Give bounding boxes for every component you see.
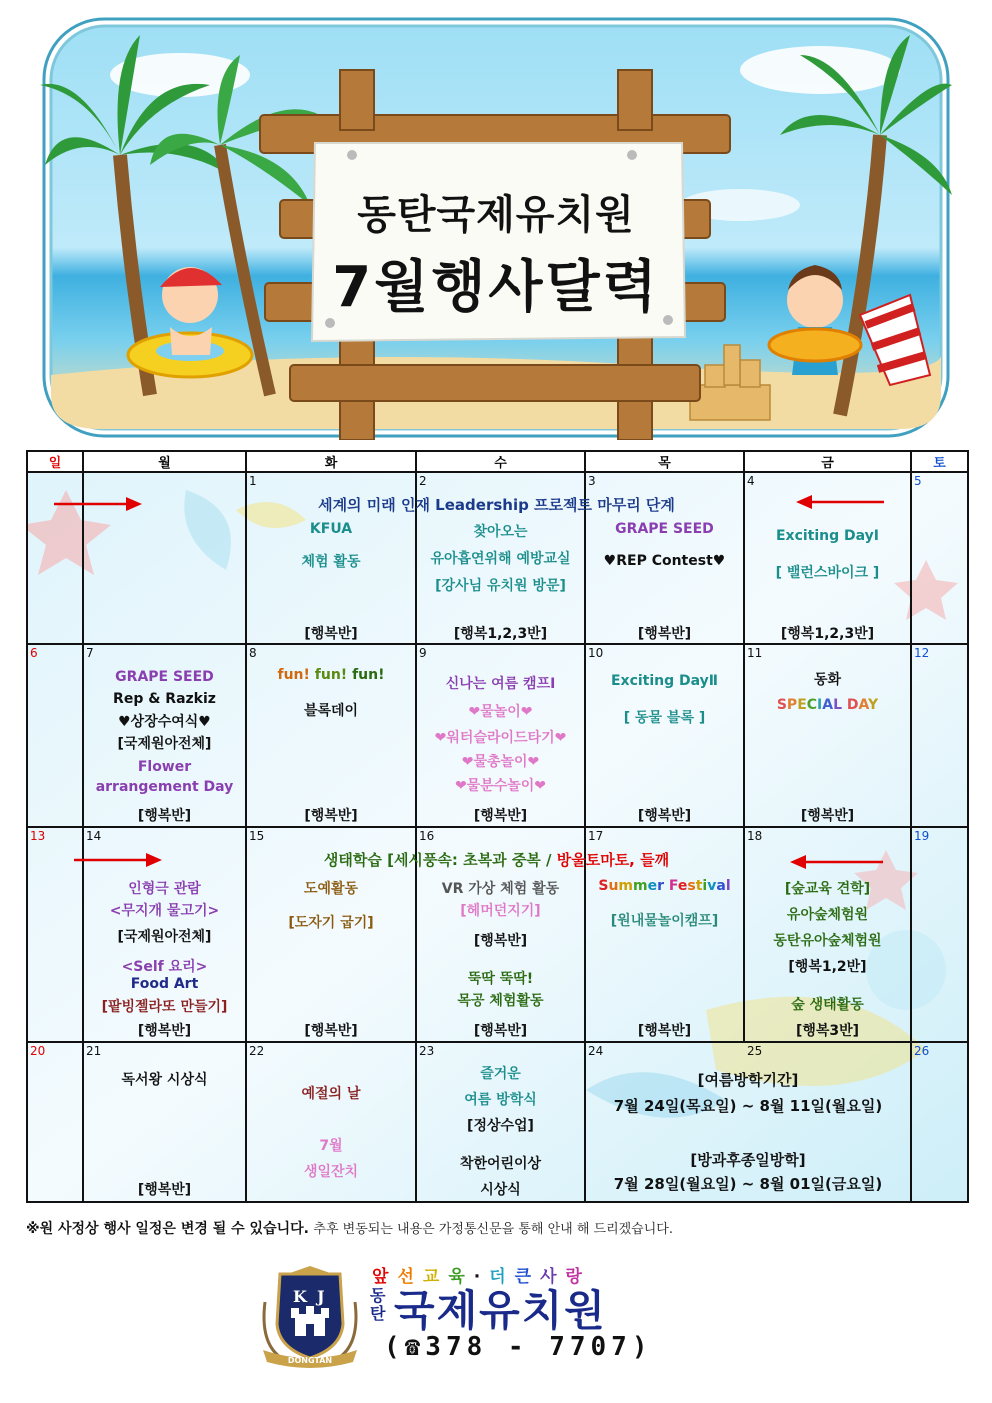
event-text: [ 동물 블록 ] [623,710,706,726]
week1-project-banner: 세계의 미래 인재 Leadership 프로젝트 마무리 단계 [318,496,675,514]
school-name: 국제유치원 [394,1286,607,1335]
event-text: ❤물분수놀이❤ [454,778,547,794]
event-text: [국제원아전체] [117,736,212,752]
day-number: 25 [747,1044,763,1058]
day-number: 23 [419,1044,435,1058]
event-class: [행복반] [473,1023,528,1039]
event-class: [행복반] [800,808,855,824]
school-phone: (☎378 - 7707) [384,1332,653,1362]
event-text: [원내물놀이캠프] [610,913,719,929]
weekday-sat: 토 [911,451,968,472]
event-class: [행복반] [473,933,528,949]
slogan-char: 더 [489,1267,515,1287]
day-number: 19 [914,829,930,843]
event-text: 뚝딱 뚝딱! [467,971,534,987]
event-text: 7월 [319,1138,343,1154]
event-text: Exciting DayⅡ [610,673,719,689]
event-text: GRAPE SEED [115,669,214,685]
day-number: 22 [249,1044,265,1058]
day-cell [911,1042,968,1202]
event-text: 찾아오는 [473,524,528,540]
event-text: 착한어린이상 [459,1156,542,1172]
event-text: [여름방학기간] [697,1071,799,1089]
weekday-header [27,451,968,472]
weekday-tue: 화 [246,451,416,472]
cloud-icon [740,46,900,94]
banner-title-line2: 7월행사달력 [332,255,660,320]
day-cell [246,1042,416,1202]
arrow-left-icon [794,492,884,512]
day-number: 24 [588,1044,604,1058]
day-number: 10 [588,646,604,660]
day-number: 6 [30,646,38,660]
weekday-fri: 금 [744,451,911,472]
day-cell [911,644,968,827]
event-banner [40,15,952,440]
day-number: 5 [914,474,922,488]
event-text: 신나는 여름 캠프Ⅰ [445,676,556,692]
event-text: ♥상장수여식♥ [118,714,211,730]
event-class: [행복반] [137,808,192,824]
day-cell [416,644,585,827]
event-text: [팥빙젤라또 만들기] [101,999,228,1015]
schedule-notice: ※원 사정상 행사 일정은 변경 될 수 있습니다. 추후 변동되는 내용은 가정통신문을 통해 안내 해 드리겠습니다. [26,1221,673,1237]
event-text: [강사님 유치원 방문] [435,578,566,594]
school-crest-logo [255,1262,365,1370]
banner-title-line1: 동탄국제유치원 [357,192,635,238]
slogan-char: 랑 [565,1267,591,1287]
day-number: 11 [747,646,763,660]
school-name-prefix: 동 탄 [370,1286,386,1323]
event-text: 독서왕 시상식 [121,1072,208,1088]
event-text: GRAPE SEED [615,521,714,537]
event-text: [ 밸런스바이크 ] [775,565,880,581]
event-text: 즐거운 [480,1066,521,1082]
event-class: [행복반] [304,626,358,642]
slogan-char: 교 [422,1267,449,1287]
calendar-week [27,644,968,827]
calendar-week [27,1042,968,1202]
day-cell [744,644,911,827]
day-cell [27,644,83,827]
event-text: 체험 활동 [301,554,361,570]
event-text: VR 가상 체험 활동 [441,881,560,897]
day-cell [246,644,416,827]
event-class: [행복반] [304,1023,358,1039]
event-text: [헤머던지기] [460,903,541,919]
event-text: 생일잔치 [303,1164,359,1180]
event-text: 유아흡연위해 예방교실 [430,551,571,567]
svg-text:K: K [293,1287,307,1306]
event-class: [행복반] [137,1023,192,1039]
svg-text:J: J [317,1287,325,1306]
calendar-grid [26,450,969,1203]
day-number: 26 [914,1044,930,1058]
slogan-char: 선 [397,1267,423,1287]
event-text: 7월 24일(목요일) ~ 8월 11일(월요일) [613,1097,883,1115]
day-number: 2 [419,474,427,488]
weekday-sun: 일 [27,451,83,472]
event-text: 동화 [813,672,842,688]
event-text: KFUA [309,521,353,537]
event-class: [행복반] [304,808,358,824]
day-number: 18 [747,829,763,843]
slogan-char: 큰 [514,1267,541,1287]
vacation-cell [585,1042,911,1202]
day-number: 21 [86,1044,102,1058]
day-number: 16 [419,829,435,843]
event-text: 동탄유아숲체험원 [773,933,882,949]
event-text: arrangement Day [95,779,234,795]
arrow-left-icon [788,852,883,872]
event-text: SPECIAL DAY [776,697,879,713]
event-text: 예절의 날 [301,1086,361,1102]
day-number: 3 [588,474,596,488]
event-text: Flower [137,759,192,775]
event-text: 목공 체험활동 [457,993,544,1009]
arrow-right-icon [54,494,144,514]
event-text: 숲 생태활동 [791,997,864,1013]
slogan-char: 사 [540,1267,566,1287]
slogan-char: 육 [448,1267,474,1287]
day-number: 14 [86,829,102,843]
event-text: 블록데이 [303,703,359,719]
day-number: 12 [914,646,930,660]
weekday-mon: 월 [83,451,246,472]
event-text: [도자기 굽기] [288,915,374,931]
event-class: [행복반] [637,808,692,824]
event-text: Summer Festival [598,878,731,894]
event-text: ❤물총놀이❤ [461,754,540,770]
day-cell [27,1042,83,1202]
event-text: Rep & Razkiz [113,691,216,707]
event-class: [행복반] [637,1023,692,1039]
event-text: Food Art [130,976,199,992]
day-number: 4 [747,474,755,488]
event-text: Exciting DayⅠ [775,528,880,544]
event-class: [행복반] [637,626,692,642]
event-text: 유아숲체험원 [786,907,869,923]
event-text: [방과후종일방학] [690,1151,806,1169]
event-text: <Self 요리> [121,959,208,975]
slogan-char: 앞 [372,1267,398,1287]
day-number: 9 [419,646,427,660]
weekday-wed: 수 [416,451,585,472]
event-text: 인형극 관람 [128,881,201,897]
day-number: 1 [249,474,257,488]
arrow-right-icon [74,850,164,870]
event-class: [정상수업] [467,1118,534,1134]
event-text: 7월 28일(월요일) ~ 8월 01일(금요일) [613,1175,883,1193]
event-text: <무지개 물고기> [109,903,220,919]
svg-text:DONGTAN: DONGTAN [287,1356,333,1365]
day-number: 15 [249,829,265,843]
day-number: 20 [30,1044,46,1058]
event-class: [행복3반] [795,1023,860,1039]
event-calendar [26,450,967,1202]
event-class: [행복1,2,3반] [780,626,875,642]
event-class: [행복반] [473,808,528,824]
day-number: 13 [30,829,46,843]
event-class: [행복1,2반] [788,959,867,975]
event-text: ❤워터슬라이드타기❤ [434,730,567,746]
day-cell [83,1042,246,1202]
event-text: ♥REP Contest♥ [603,553,726,569]
event-text: fun! fun! fun! [277,667,385,683]
day-number: 7 [86,646,94,660]
event-text: 도예활동 [303,881,359,897]
day-number: 8 [249,646,257,660]
slogan-char: · [473,1267,490,1287]
day-number: 17 [588,829,604,843]
event-text: 시상식 [480,1182,521,1198]
day-cell [83,644,246,827]
event-class: [행복1,2,3반] [453,626,548,642]
day-cell [585,644,744,827]
event-text: [국제원아전체] [117,929,212,945]
event-text: 여름 방학식 [464,1092,537,1108]
event-class: [행복반] [137,1182,192,1198]
event-text: ❤물놀이❤ [468,704,533,720]
week3-ecology-banner: 생태학습 [세시풍속: 초복과 중복 / 방울토마토, 들깨 [323,851,670,869]
day-cell [416,1042,585,1202]
weekday-thu: 목 [585,451,744,472]
event-text: [숲교육 견학] [784,881,871,897]
